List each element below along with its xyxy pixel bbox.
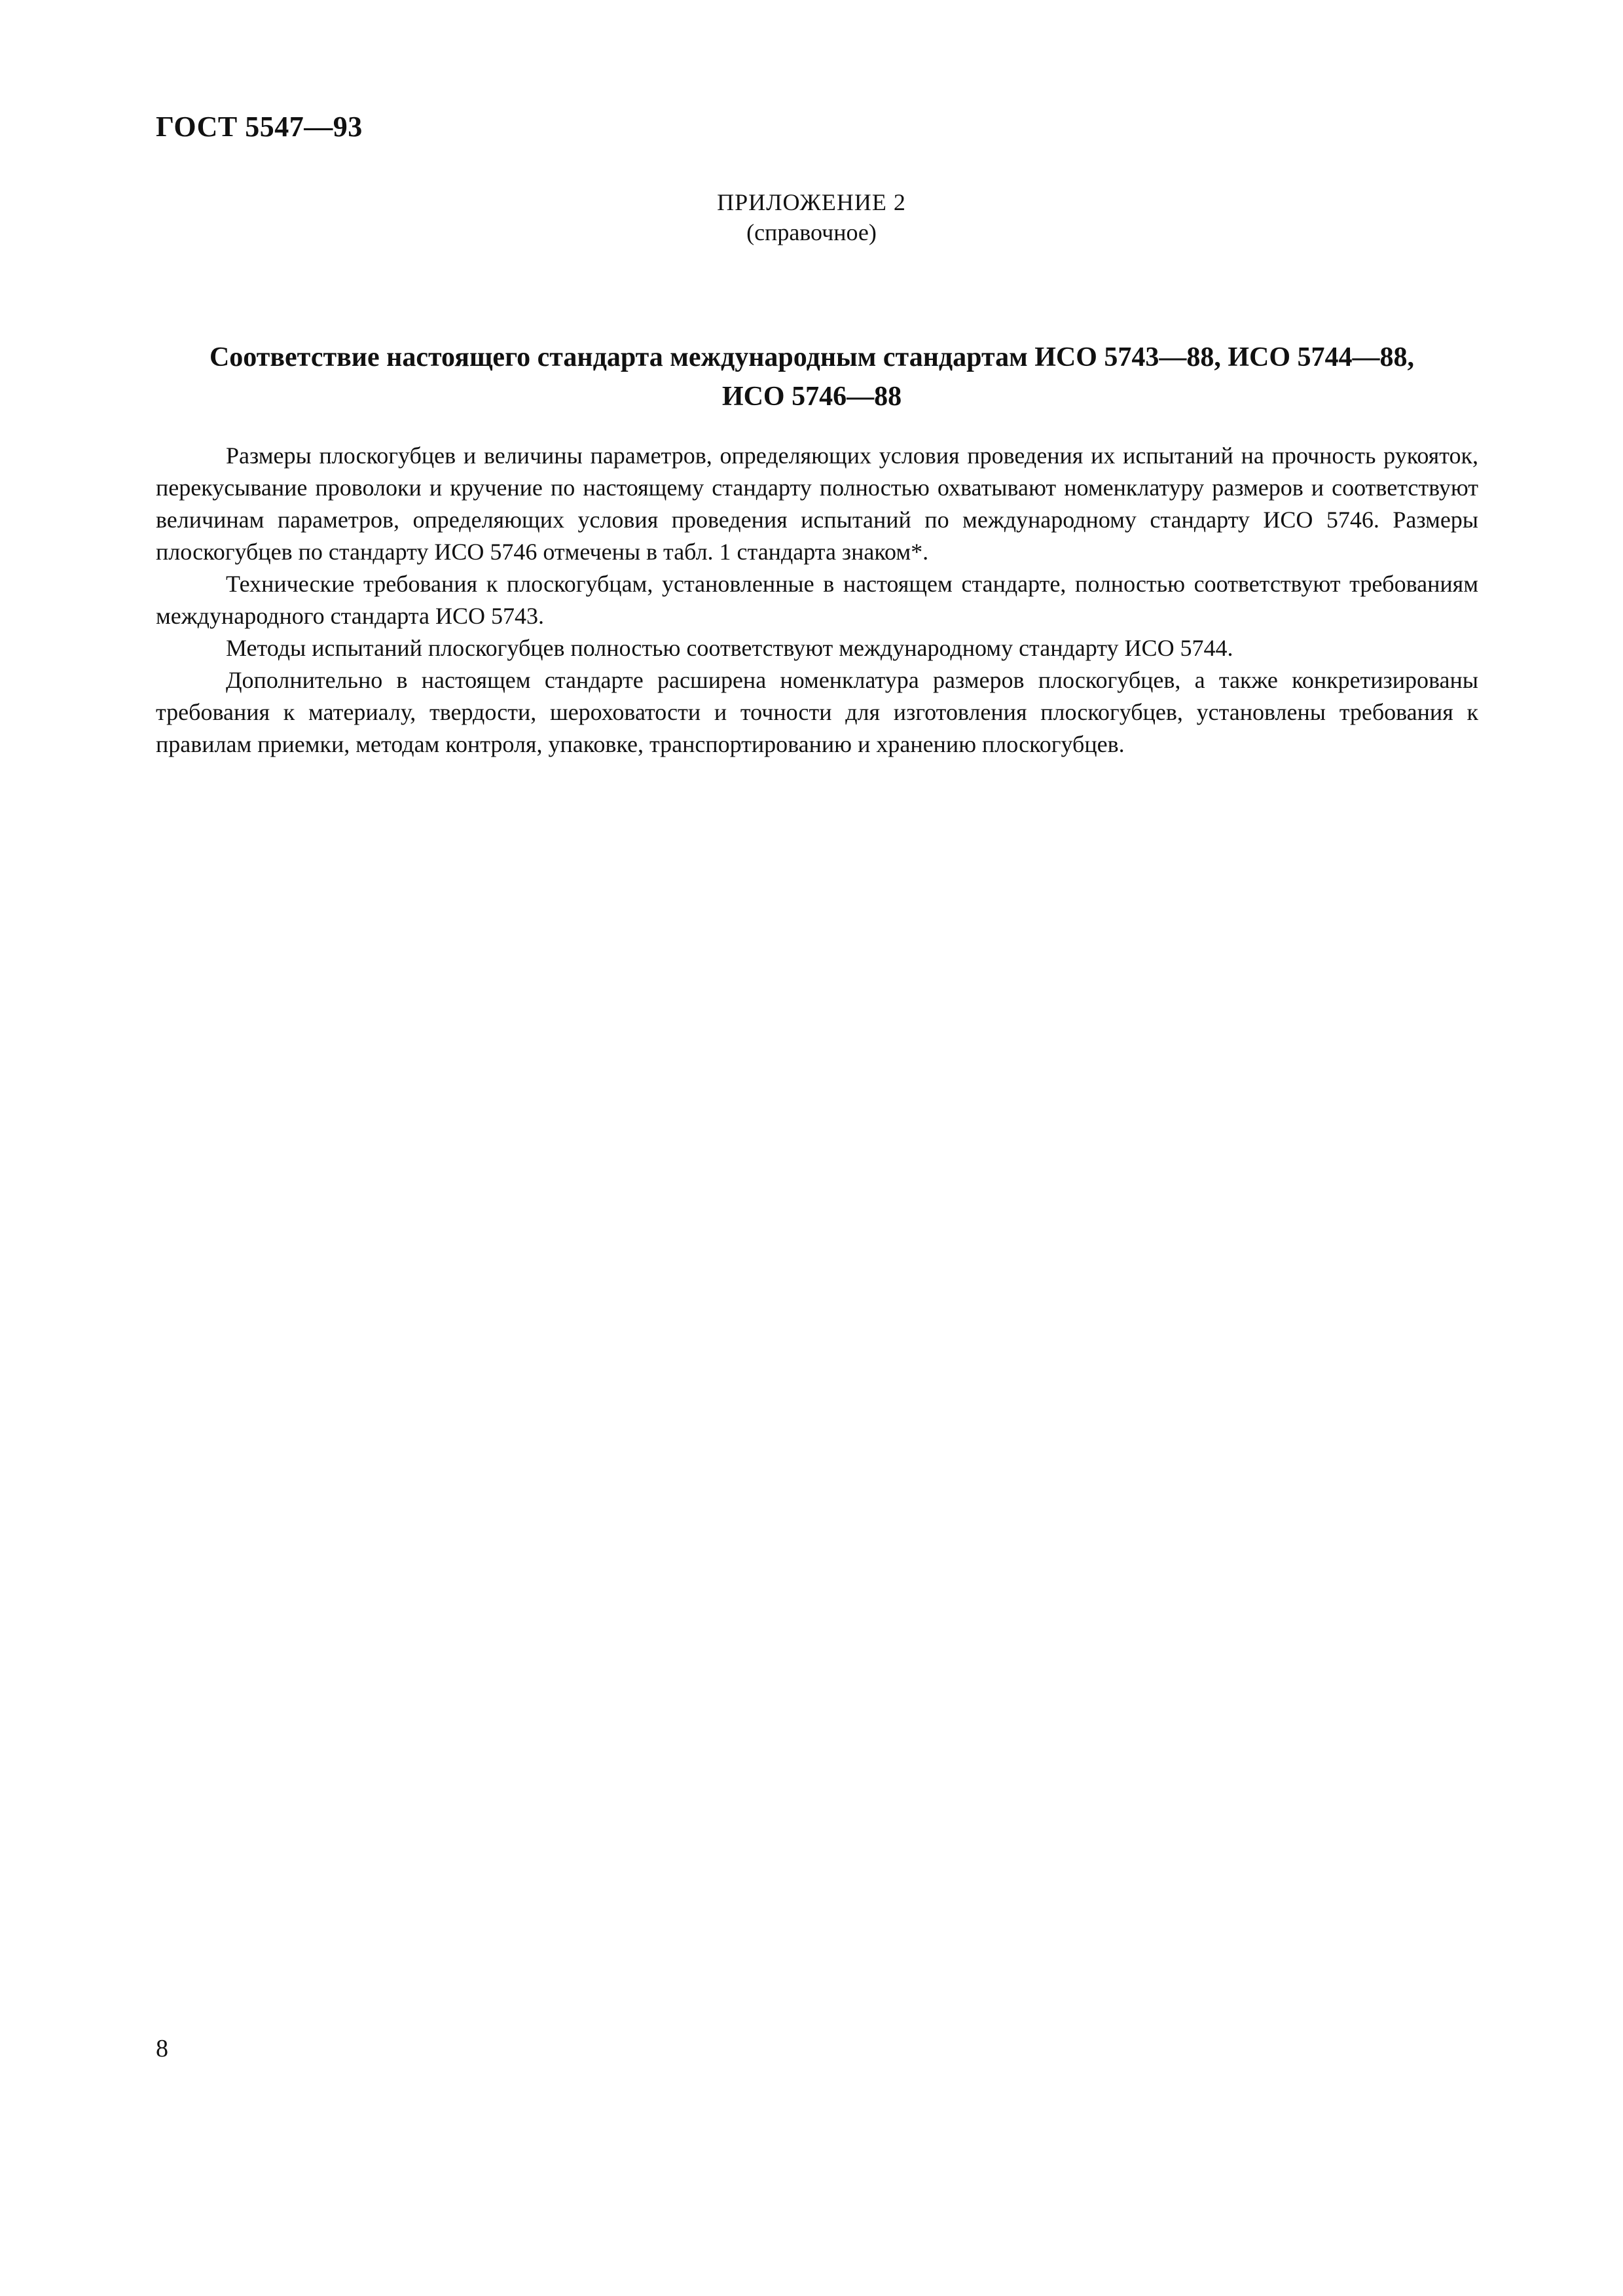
page-number: 8 xyxy=(156,2035,168,2062)
appendix-type: (справочное) xyxy=(746,219,877,245)
appendix-header xyxy=(0,187,1623,247)
paragraph-technical-requirements: Технические требования к плоскогубцам, установленные в настоящем стандарте, полностью соответствуют требованиям международного стандарта ИСО 5743. xyxy=(156,571,1478,629)
paragraph-sizes: Размеры плоскогубцев и величины параметров, определяющих условия проведения их испытаний на прочность рукояток, перекусывание проволоки и кручение по настоящему стандарту полностью охватывают номенклатуру размеров и соответствуют величинам параметров, определяющих условия проведения испытаний по международному стандарту ИСО 5746. Размеры плоскогубцев по стандарту ИСО 5746 отмечены в табл. 1 стандарта знаком*. xyxy=(156,442,1478,565)
document-code: ГОСТ 5547—93 xyxy=(156,111,363,143)
paragraph-additional: Дополнительно в настоящем стандарте расширена номенклатура размеров плоскогубцев, а также конкретизированы требования к материалу, твердости, шероховатости и точности для изготовления плоскогубцев, установлены требования к правилам приемки, методам контроля, упаковке, транспортированию и хранению плоскогубцев. xyxy=(156,667,1478,757)
body-text xyxy=(156,440,1478,761)
section-heading: Соответствие настоящего стандарта международным стандартам ИСО 5743—88, ИСО 5744—88, ИСО 5746—88 xyxy=(209,342,1415,412)
appendix-title: ПРИЛОЖЕНИЕ 2 xyxy=(717,189,906,215)
paragraph-test-methods: Методы испытаний плоскогубцев полностью соответствуют международному стандарту ИСО 5744. xyxy=(226,635,1233,661)
